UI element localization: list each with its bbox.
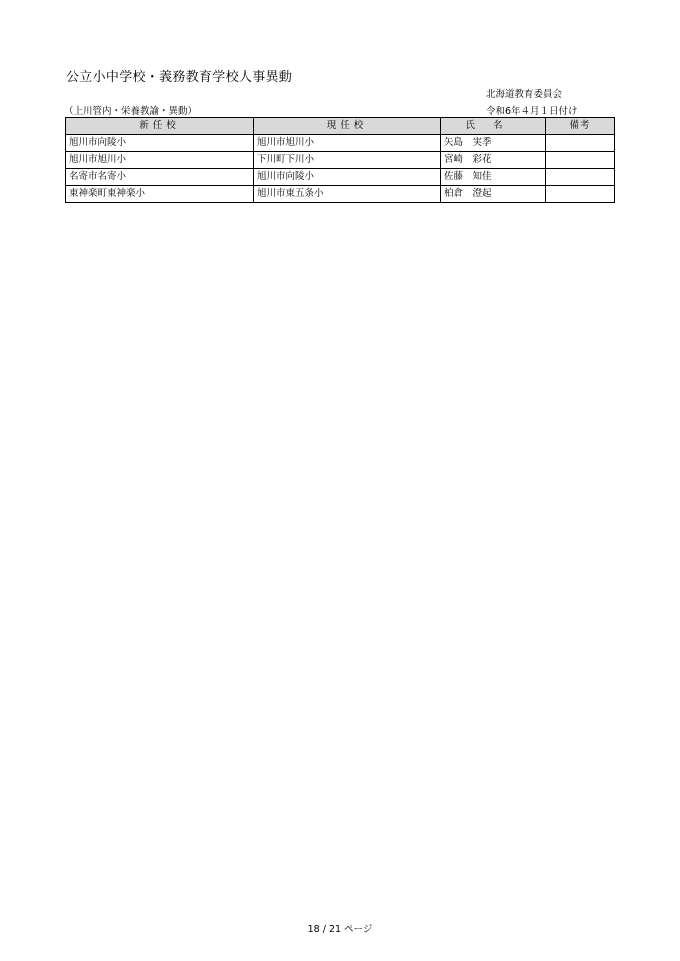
cell-new-school: 東神楽町東神楽小 bbox=[66, 186, 254, 203]
cell-new-school: 名寄市名寄小 bbox=[66, 169, 254, 186]
column-header-remarks: 備考 bbox=[546, 118, 615, 135]
column-header-name: 氏名 bbox=[441, 118, 546, 135]
column-header-current-school: 現任校 bbox=[254, 118, 441, 135]
document-subtitle: （上川管内・栄養教諭・異動） bbox=[64, 106, 198, 117]
cell-current-school: 旭川市向陵小 bbox=[254, 169, 441, 186]
cell-name: 柏倉 澄起 bbox=[441, 186, 546, 203]
cell-remarks bbox=[546, 135, 615, 152]
table-row bbox=[66, 186, 615, 203]
table-row bbox=[66, 135, 615, 152]
cell-current-school: 旭川市旭川小 bbox=[254, 135, 441, 152]
cell-current-school: 下川町下川小 bbox=[254, 152, 441, 169]
table-header-row bbox=[66, 118, 615, 135]
cell-remarks bbox=[546, 186, 615, 203]
cell-remarks bbox=[546, 169, 615, 186]
cell-new-school: 旭川市向陵小 bbox=[66, 135, 254, 152]
cell-new-school: 旭川市旭川小 bbox=[66, 152, 254, 169]
issuer-name: 北海道教育委員会 bbox=[486, 89, 563, 100]
personnel-table bbox=[65, 117, 615, 203]
cell-remarks bbox=[546, 152, 615, 169]
table-row bbox=[66, 169, 615, 186]
page-number: 18 / 21 ページ bbox=[307, 924, 373, 935]
effective-date: 令和6年４月１日付け bbox=[486, 106, 578, 117]
cell-name: 矢島 実季 bbox=[441, 135, 546, 152]
table-row bbox=[66, 152, 615, 169]
column-header-new-school: 新任校 bbox=[66, 118, 254, 135]
cell-name: 宮崎 彩花 bbox=[441, 152, 546, 169]
cell-name: 佐藤 知佳 bbox=[441, 169, 546, 186]
document-title: 公立小中学校・義務教育学校人事異動 bbox=[66, 70, 293, 85]
cell-current-school: 旭川市東五条小 bbox=[254, 186, 441, 203]
